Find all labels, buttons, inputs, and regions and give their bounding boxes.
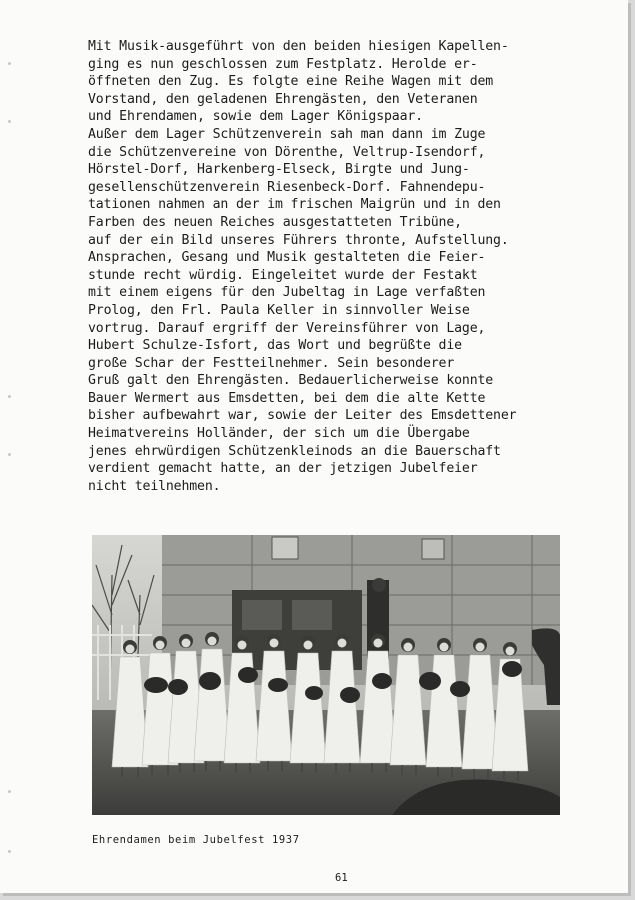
text-line: öffneten den Zug. Es folgte eine Reihe Wagen mit dem [88, 74, 494, 90]
text-line: Hubert Schulze-Isfort, das Wort und begrüßte die [88, 338, 462, 354]
punch-hole-mark [8, 395, 11, 398]
text-line: Vorstand, den geladenen Ehrengästen, den Veteranen [88, 91, 478, 107]
text-line: ging es nun geschlossen zum Festplatz. Herolde er- [88, 56, 478, 72]
text-line: tationen nahmen an der im frischen Maigrün und in den [88, 197, 501, 213]
text-line: gesellenschützenverein Riesenbeck-Dorf. Fahnendepu- [88, 179, 486, 195]
text-line: Gruß galt den Ehrengästen. Bedauerlicherweise konnte [88, 373, 494, 389]
text-line: vortrug. Darauf ergriff der Vereinsführer von Lage, [88, 320, 486, 336]
text-line: auf der ein Bild unseres Führers thronte, Aufstellung. [88, 232, 509, 248]
body-text [88, 38, 618, 495]
text-line: und Ehrendamen, sowie dem Lager Königspaar. [88, 109, 423, 125]
punch-hole-mark [8, 62, 11, 65]
text-line: Außer dem Lager Schützenverein sah man dann im Zuge [88, 126, 486, 142]
text-line: Farben des neuen Reiches ausgestatteten Tribüne, [88, 214, 462, 230]
text-line: nicht teilnehmen. [88, 478, 221, 494]
text-line: jenes ehrwürdigen Schützenkleinods an die Bauerschaft [88, 443, 501, 459]
text-line: die Schützenvereine von Dörenthe, Veltrup-Isendorf, [88, 144, 486, 160]
text-line: Hörstel-Dorf, Harkenberg-Elseck, Birgte und Jung- [88, 162, 470, 178]
text-line: stunde recht würdig. Eingeleitet wurde der Festakt [88, 267, 478, 283]
punch-hole-mark [8, 790, 11, 793]
group-photo [92, 535, 560, 815]
photo-illustration [92, 535, 560, 815]
page-number: 61 [335, 872, 348, 884]
text-line: bisher aufbewahrt war, sowie der Leiter des Emsdettener [88, 408, 517, 424]
text-line: Mit Musik-ausgeführt von den beiden hiesigen Kapellen- [88, 39, 509, 54]
punch-hole-mark [8, 850, 11, 853]
text-line: große Schar der Festteilnehmer. Sein besonderer [88, 355, 455, 371]
text-line: mit einem eigens für den Jubeltag in Lage verfaßten [88, 285, 486, 301]
text-line: Heimatvereins Holländer, der sich um die Übergabe [88, 426, 470, 442]
punch-hole-mark [8, 120, 11, 123]
punch-hole-mark [8, 453, 11, 456]
text-line: Prolog, den Frl. Paula Keller in sinnvoller Weise [88, 302, 470, 318]
text-line: Bauer Wermert aus Emsdetten, bei dem die alte Kette [88, 390, 486, 406]
photo-caption: Ehrendamen beim Jubelfest 1937 [92, 834, 300, 846]
text-line: verdient gemacht hatte, an der jetzigen Jubelfeier [88, 461, 478, 477]
text-line: Ansprachen, Gesang und Musik gestalteten die Feier- [88, 250, 486, 266]
